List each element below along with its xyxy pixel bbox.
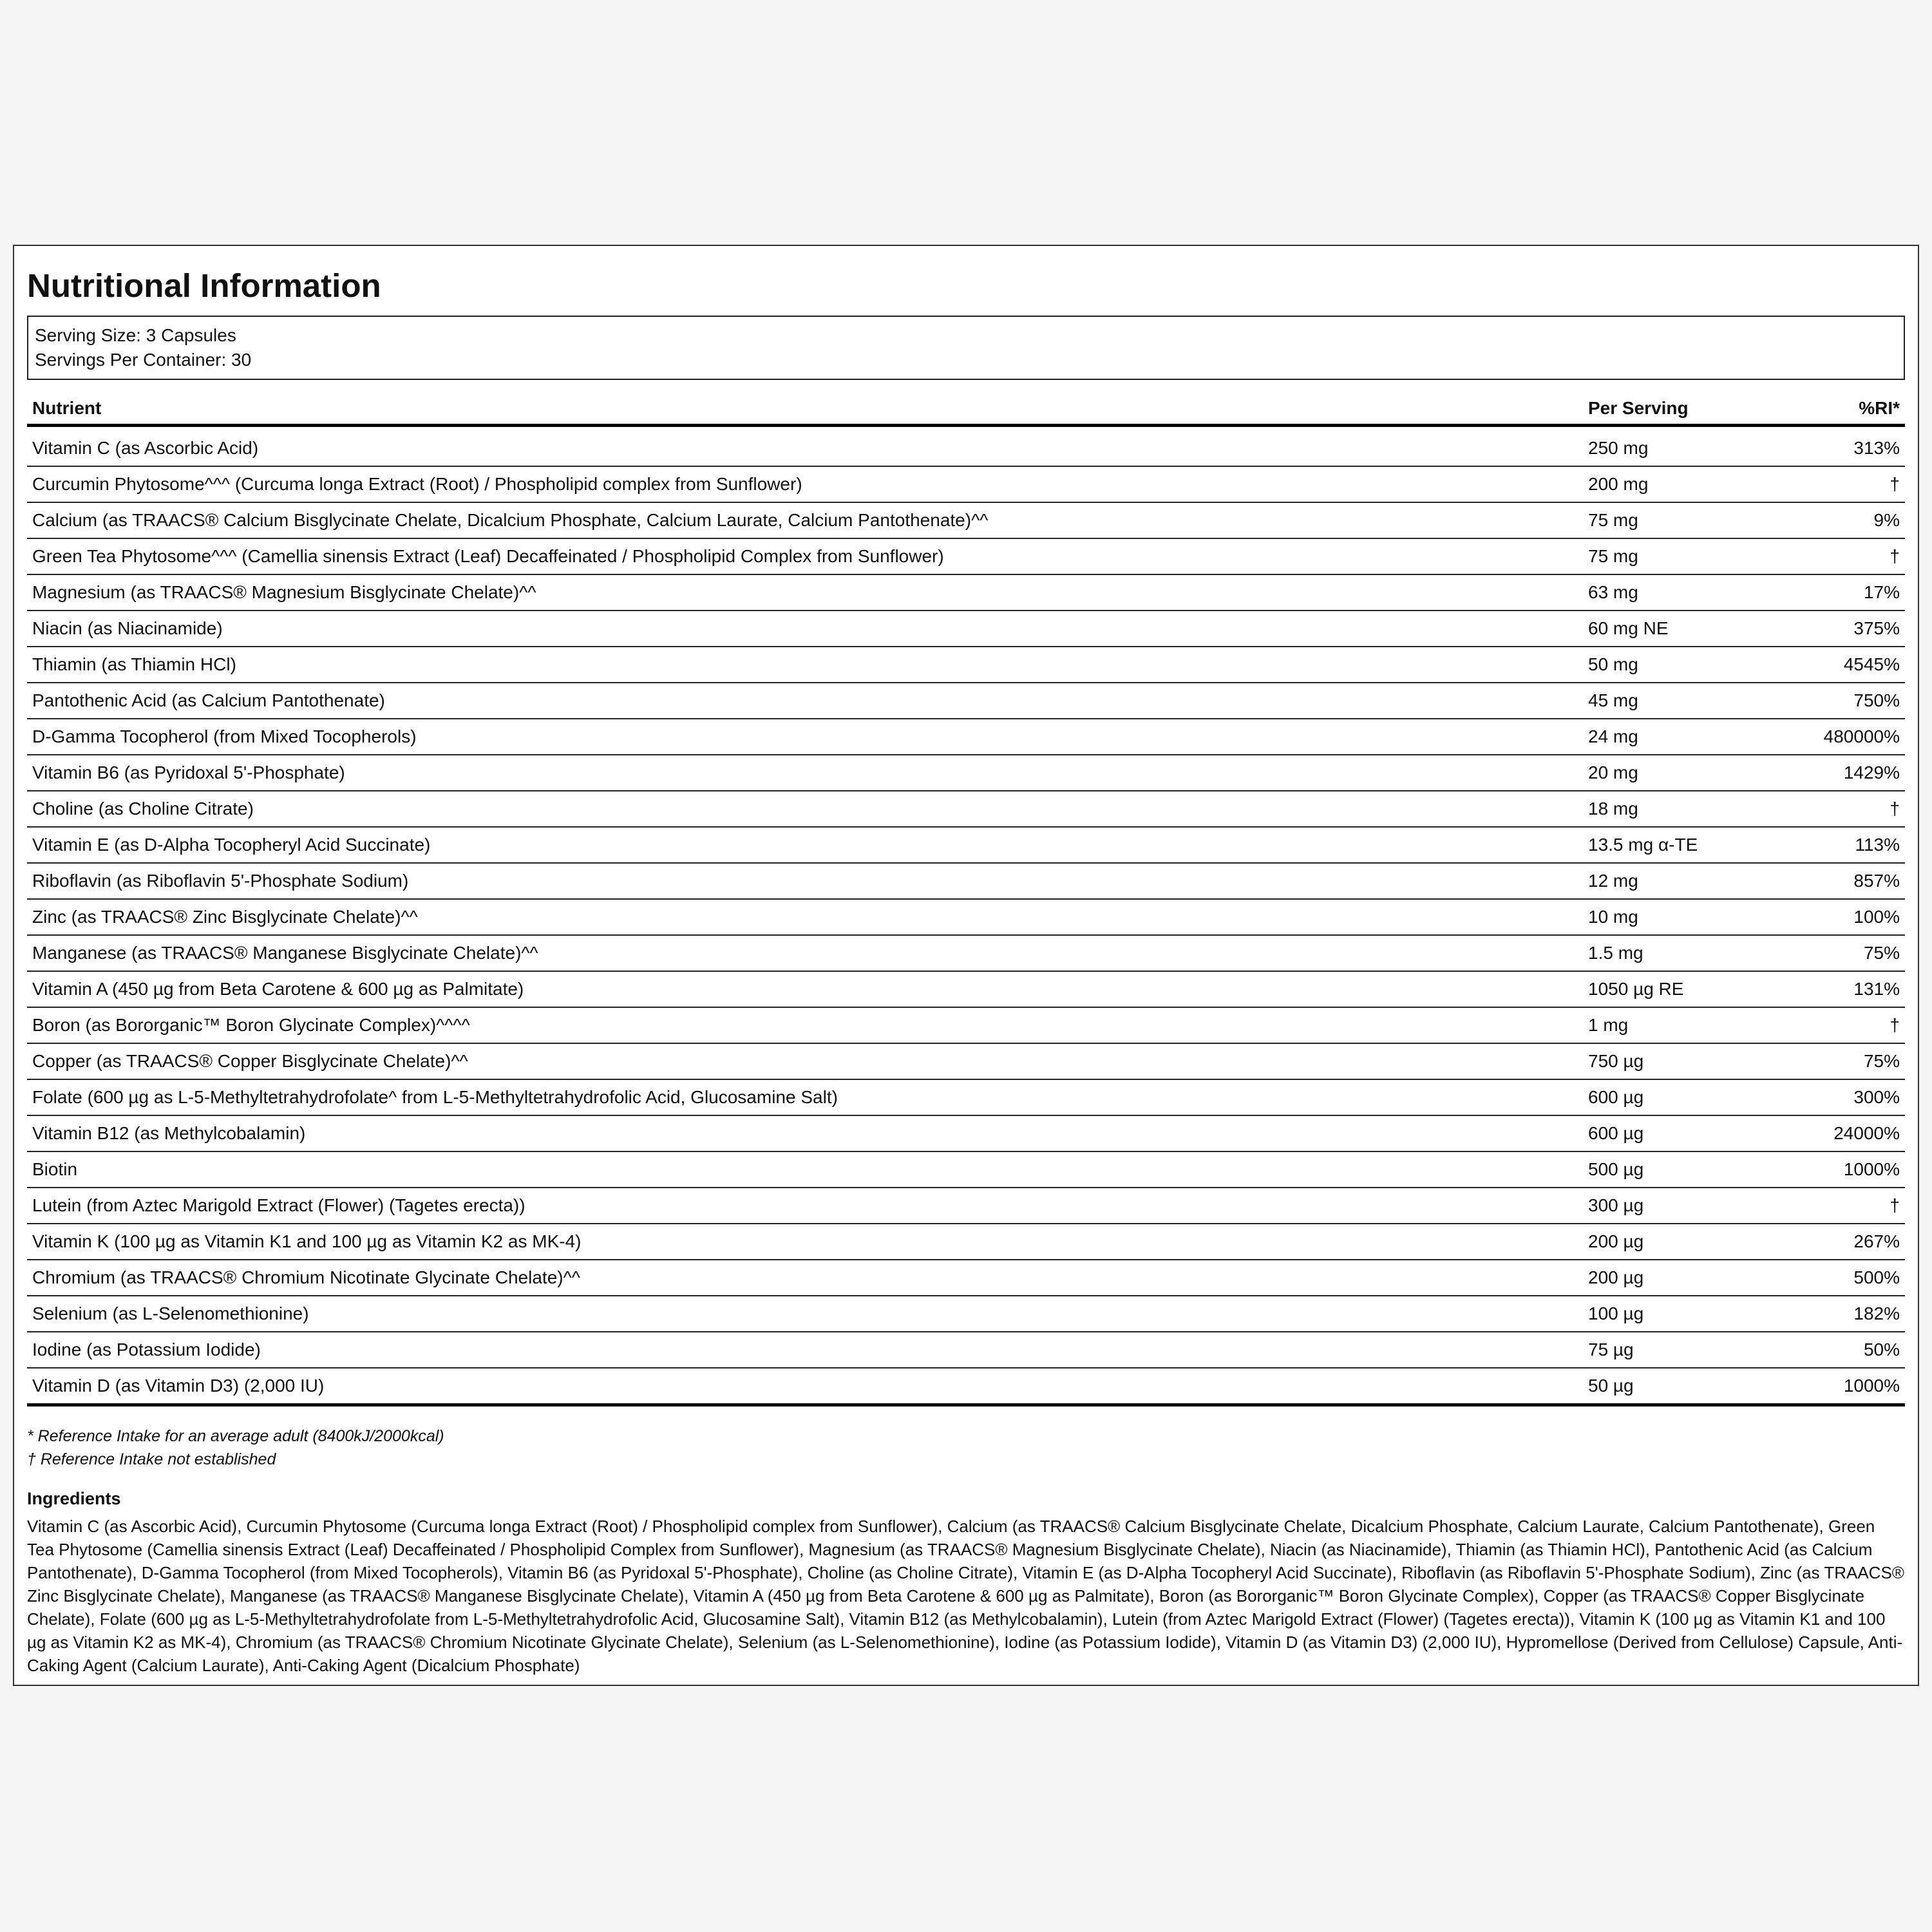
per-serving-value: 20 mg	[1583, 755, 1786, 791]
per-serving-value: 63 mg	[1583, 574, 1786, 611]
per-serving-value: 500 µg	[1583, 1151, 1786, 1188]
nutrient-name: Vitamin A (450 µg from Beta Carotene & 600 µg as Palmitate)	[27, 971, 1583, 1007]
per-serving-value: 600 µg	[1583, 1115, 1786, 1151]
ri-percent: 1429%	[1786, 755, 1905, 791]
ri-percent: 480000%	[1786, 719, 1905, 755]
per-serving-value: 12 mg	[1583, 863, 1786, 899]
table-row	[27, 426, 1905, 467]
nutrient-name: Magnesium (as TRAACS® Magnesium Bisglycinate Chelate)^^	[27, 574, 1583, 611]
header-per-serving: Per Serving	[1583, 393, 1786, 426]
table-row	[27, 1188, 1905, 1224]
table-row	[27, 755, 1905, 791]
per-serving-value: 200 µg	[1583, 1224, 1786, 1260]
table-row	[27, 1151, 1905, 1188]
per-serving-value: 60 mg NE	[1583, 611, 1786, 647]
per-serving-value: 75 µg	[1583, 1332, 1786, 1368]
footnotes	[27, 1425, 1905, 1471]
nutrient-name: Riboflavin (as Riboflavin 5'-Phosphate Sodium)	[27, 863, 1583, 899]
ri-percent: 1000%	[1786, 1151, 1905, 1188]
nutrient-name: Folate (600 µg as L-5-Methyltetrahydrofolate^ from L-5-Methyltetrahydrofolic Acid, Glucosamine Salt)	[27, 1079, 1583, 1115]
ri-percent: 24000%	[1786, 1115, 1905, 1151]
table-row	[27, 683, 1905, 719]
table-row	[27, 1007, 1905, 1043]
per-serving-value: 45 mg	[1583, 683, 1786, 719]
ri-percent: 75%	[1786, 935, 1905, 971]
per-serving-value: 10 mg	[1583, 899, 1786, 935]
nutrient-name: Green Tea Phytosome^^^ (Camellia sinensis Extract (Leaf) Decaffeinated / Phospholipid Complex from Sunflower)	[27, 538, 1583, 574]
nutrient-name: Biotin	[27, 1151, 1583, 1188]
ri-percent: 375%	[1786, 611, 1905, 647]
ri-percent: 182%	[1786, 1296, 1905, 1332]
ri-percent: †	[1786, 791, 1905, 827]
table-row	[27, 538, 1905, 574]
nutrient-name: Choline (as Choline Citrate)	[27, 791, 1583, 827]
ri-percent: 750%	[1786, 683, 1905, 719]
ingredients-text: Vitamin C (as Ascorbic Acid), Curcumin Phytosome (Curcuma longa Extract (Root) / Phospholipid complex from Sunflower), Calcium (as TRAACS® Calcium Bisglycinate Chelate, Dicalcium Phosphate, Calcium Laurate, Calcium Pantothenate), Green Tea Phytosome (Camellia sinensis Extract (Leaf) Decaffeinated / Phospholipid Complex from Sunflower), Magnesium (as TRAACS® Magnesium Bisglycinate Chelate), Niacin (as Niacinamide), Thiamin (as Thiamin HCl), Pantothenic Acid (as Calcium Pantothenate), D-Gamma Tocopherol (from Mixed Tocopherols), Vitamin B6 (as Pyridoxal 5'-Phosphate), Choline (as Choline Citrate), Vitamin E (as D-Alpha Tocopheryl Acid Succinate), Riboflavin (as Riboflavin 5'-Phosphate Sodium), Zinc (as TRAACS® Zinc Bisglycinate Chelate), Manganese (as TRAACS® Manganese Bisglycinate Chelate), Vitamin A (450 µg from Beta Carotene & 600 µg as Palmitate), Boron (as Bororganic™ Boron Glycinate Complex), Copper (as TRAACS® Copper Bisglycinate Chelate), Folate (600 µg as L-5-Methyltetrahydrofolate from L-5-Methyltetrahydrofolic Acid, Glucosamine Salt), Vitamin B12 (as Methylcobalamin), Lutein (from Aztec Marigold Extract (Flower) (Tagetes erecta)), Vitamin K (100 µg as Vitamin K1 and 100 µg as Vitamin K2 as MK-4), Chromium (as TRAACS® Chromium Nicotinate Glycinate Chelate), Selenium (as L-Selenomethionine), Iodine (as Potassium Iodide), Vitamin D (as Vitamin D3) (2,000 IU), Hypromellose (Derived from Cellulose) Capsule, Anti-Caking Agent (Calcium Laurate), Anti-Caking Agent (Dicalcium Phosphate)	[27, 1517, 1904, 1675]
nutrient-name: Thiamin (as Thiamin HCl)	[27, 647, 1583, 683]
nutrient-rows	[27, 426, 1905, 1405]
ri-percent: 267%	[1786, 1224, 1905, 1260]
nutrient-name: Copper (as TRAACS® Copper Bisglycinate Chelate)^^	[27, 1043, 1583, 1079]
per-serving-value: 200 µg	[1583, 1260, 1786, 1296]
nutrient-name: Curcumin Phytosome^^^ (Curcuma longa Extract (Root) / Phospholipid complex from Sunflower)	[27, 466, 1583, 502]
per-serving-value: 50 mg	[1583, 647, 1786, 683]
table-row	[27, 1332, 1905, 1368]
ri-percent: †	[1786, 1007, 1905, 1043]
table-row	[27, 719, 1905, 755]
footnote-reference-intake: * Reference Intake for an average adult (8400kJ/2000kcal)	[27, 1427, 444, 1445]
nutrient-name: Iodine (as Potassium Iodide)	[27, 1332, 1583, 1368]
serving-size: Serving Size: 3 Capsules	[35, 325, 236, 345]
nutrient-name: Calcium (as TRAACS® Calcium Bisglycinate Chelate, Dicalcium Phosphate, Calcium Laurate, Calcium Pantothenate)^^	[27, 502, 1583, 538]
per-serving-value: 18 mg	[1583, 791, 1786, 827]
nutrient-name: Vitamin K (100 µg as Vitamin K1 and 100 µg as Vitamin K2 as MK-4)	[27, 1224, 1583, 1260]
ri-percent: †	[1786, 466, 1905, 502]
table-row	[27, 1260, 1905, 1296]
nutrient-name: Chromium (as TRAACS® Chromium Nicotinate Glycinate Chelate)^^	[27, 1260, 1583, 1296]
ri-percent: 50%	[1786, 1332, 1905, 1368]
ri-percent: 100%	[1786, 899, 1905, 935]
servings-per-container: Servings Per Container: 30	[35, 350, 252, 370]
per-serving-value: 50 µg	[1583, 1368, 1786, 1405]
nutrient-name: Lutein (from Aztec Marigold Extract (Flower) (Tagetes erecta))	[27, 1188, 1583, 1224]
per-serving-value: 1 mg	[1583, 1007, 1786, 1043]
nutrient-name: Vitamin D (as Vitamin D3) (2,000 IU)	[27, 1368, 1583, 1405]
table-row	[27, 502, 1905, 538]
nutrient-table	[27, 393, 1905, 1406]
nutrition-panel	[13, 245, 1919, 1686]
per-serving-value: 75 mg	[1583, 538, 1786, 574]
per-serving-value: 750 µg	[1583, 1043, 1786, 1079]
table-row	[27, 1296, 1905, 1332]
per-serving-value: 1050 µg RE	[1583, 971, 1786, 1007]
table-row	[27, 899, 1905, 935]
ri-percent: 300%	[1786, 1079, 1905, 1115]
per-serving-value: 100 µg	[1583, 1296, 1786, 1332]
table-row	[27, 1115, 1905, 1151]
ri-percent: 113%	[1786, 827, 1905, 863]
ri-percent: †	[1786, 1188, 1905, 1224]
nutrient-name: Vitamin B6 (as Pyridoxal 5'-Phosphate)	[27, 755, 1583, 791]
nutrient-name: D-Gamma Tocopherol (from Mixed Tocopherols)	[27, 719, 1583, 755]
ri-percent: 131%	[1786, 971, 1905, 1007]
table-row	[27, 1224, 1905, 1260]
header-nutrient: Nutrient	[27, 393, 1583, 426]
per-serving-value: 13.5 mg α-TE	[1583, 827, 1786, 863]
ri-percent: 75%	[1786, 1043, 1905, 1079]
per-serving-value: 250 mg	[1583, 426, 1786, 467]
per-serving-value: 200 mg	[1583, 466, 1786, 502]
table-row	[27, 791, 1905, 827]
table-header-row	[27, 393, 1905, 426]
ri-percent: 9%	[1786, 502, 1905, 538]
header-ri: %RI*	[1786, 393, 1905, 426]
ri-percent: †	[1786, 538, 1905, 574]
ri-percent: 1000%	[1786, 1368, 1905, 1405]
nutrient-name: Pantothenic Acid (as Calcium Pantothenate)	[27, 683, 1583, 719]
nutrient-name: Vitamin C (as Ascorbic Acid)	[27, 426, 1583, 467]
nutrient-name: Boron (as Bororganic™ Boron Glycinate Complex)^^^^	[27, 1007, 1583, 1043]
ingredients-heading: Ingredients	[27, 1489, 121, 1508]
per-serving-value: 600 µg	[1583, 1079, 1786, 1115]
ri-percent: 4545%	[1786, 647, 1905, 683]
per-serving-value: 24 mg	[1583, 719, 1786, 755]
nutrient-name: Vitamin B12 (as Methylcobalamin)	[27, 1115, 1583, 1151]
ri-percent: 313%	[1786, 426, 1905, 467]
nutrient-name: Manganese (as TRAACS® Manganese Bisglycinate Chelate)^^	[27, 935, 1583, 971]
serving-info-box	[27, 316, 1905, 380]
footnote-not-established: † Reference Intake not established	[27, 1450, 276, 1468]
nutrient-name: Selenium (as L-Selenomethionine)	[27, 1296, 1583, 1332]
per-serving-value: 1.5 mg	[1583, 935, 1786, 971]
ri-percent: 500%	[1786, 1260, 1905, 1296]
table-row	[27, 1368, 1905, 1405]
ri-percent: 857%	[1786, 863, 1905, 899]
table-row	[27, 647, 1905, 683]
nutrient-name: Zinc (as TRAACS® Zinc Bisglycinate Chelate)^^	[27, 899, 1583, 935]
table-row	[27, 1043, 1905, 1079]
table-row	[27, 827, 1905, 863]
nutrient-name: Niacin (as Niacinamide)	[27, 611, 1583, 647]
nutrient-name: Vitamin E (as D-Alpha Tocopheryl Acid Succinate)	[27, 827, 1583, 863]
table-row	[27, 466, 1905, 502]
table-row	[27, 611, 1905, 647]
ri-percent: 17%	[1786, 574, 1905, 611]
table-row	[27, 971, 1905, 1007]
table-row	[27, 574, 1905, 611]
panel-title: Nutritional Information	[27, 267, 381, 304]
table-row	[27, 935, 1905, 971]
table-row	[27, 1079, 1905, 1115]
table-row	[27, 863, 1905, 899]
per-serving-value: 75 mg	[1583, 502, 1786, 538]
per-serving-value: 300 µg	[1583, 1188, 1786, 1224]
